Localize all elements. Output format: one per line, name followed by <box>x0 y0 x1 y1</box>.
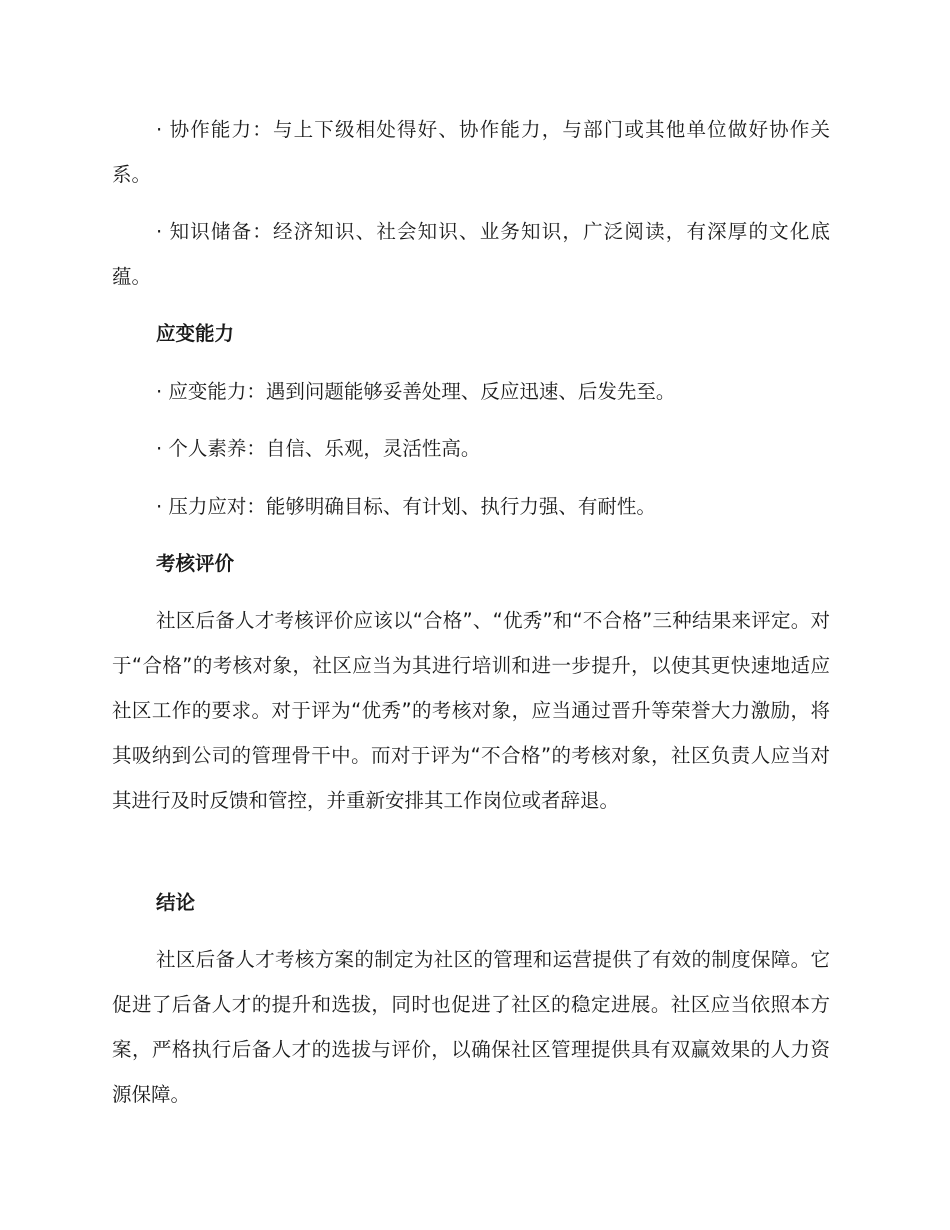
paragraph-evaluation: 社区后备人才考核评价应该以“合格”、“优秀”和“不合格”三种结果来评定。对于“合格”的考核对象，社区应当为其进行培训和进一步提升，以使其更快速地适应社区工作的要求。对于评为“优秀”的考核对象，应当通过晋升等荣誉大力激励，将其吸纳到公司的管理骨干中。而对于评为“不合格”的考核对象，社区负责人应当对其进行及时反馈和管控，并重新安排其工作岗位或者辞退。 <box>112 609 830 812</box>
section-heading-adaptability: 应变能力 <box>156 322 235 345</box>
bullet-item-pressure: · 压力应对：能够明确目标、有计划、执行力强、有耐性。 <box>156 495 656 518</box>
bullet-item-collaboration: · 协作能力：与上下级相处得好、协作能力，与部门或其他单位做好协作关系。 <box>112 118 830 186</box>
section-heading-evaluation: 考核评价 <box>156 552 235 575</box>
bullet-item-personal-quality: · 个人素养：自信、乐观，灵活性高。 <box>156 437 481 460</box>
section-heading-conclusion: 结论 <box>156 891 196 914</box>
bullet-item-knowledge: · 知识储备：经济知识、社会知识、业务知识，广泛阅读，有深厚的文化底蕴。 <box>112 220 830 288</box>
bullet-item-adaptability: · 应变能力：遇到问题能够妥善处理、反应迅速、后发先至。 <box>156 380 676 403</box>
paragraph-conclusion: 社区后备人才考核方案的制定为社区的管理和运营提供了有效的制度保障。它促进了后备人才的提升和选拔，同时也促进了社区的稳定进展。社区应当依照本方案，严格执行后备人才的选拔与评价，以确保社区管理提供具有双赢效果的人力资源保障。 <box>112 948 830 1106</box>
